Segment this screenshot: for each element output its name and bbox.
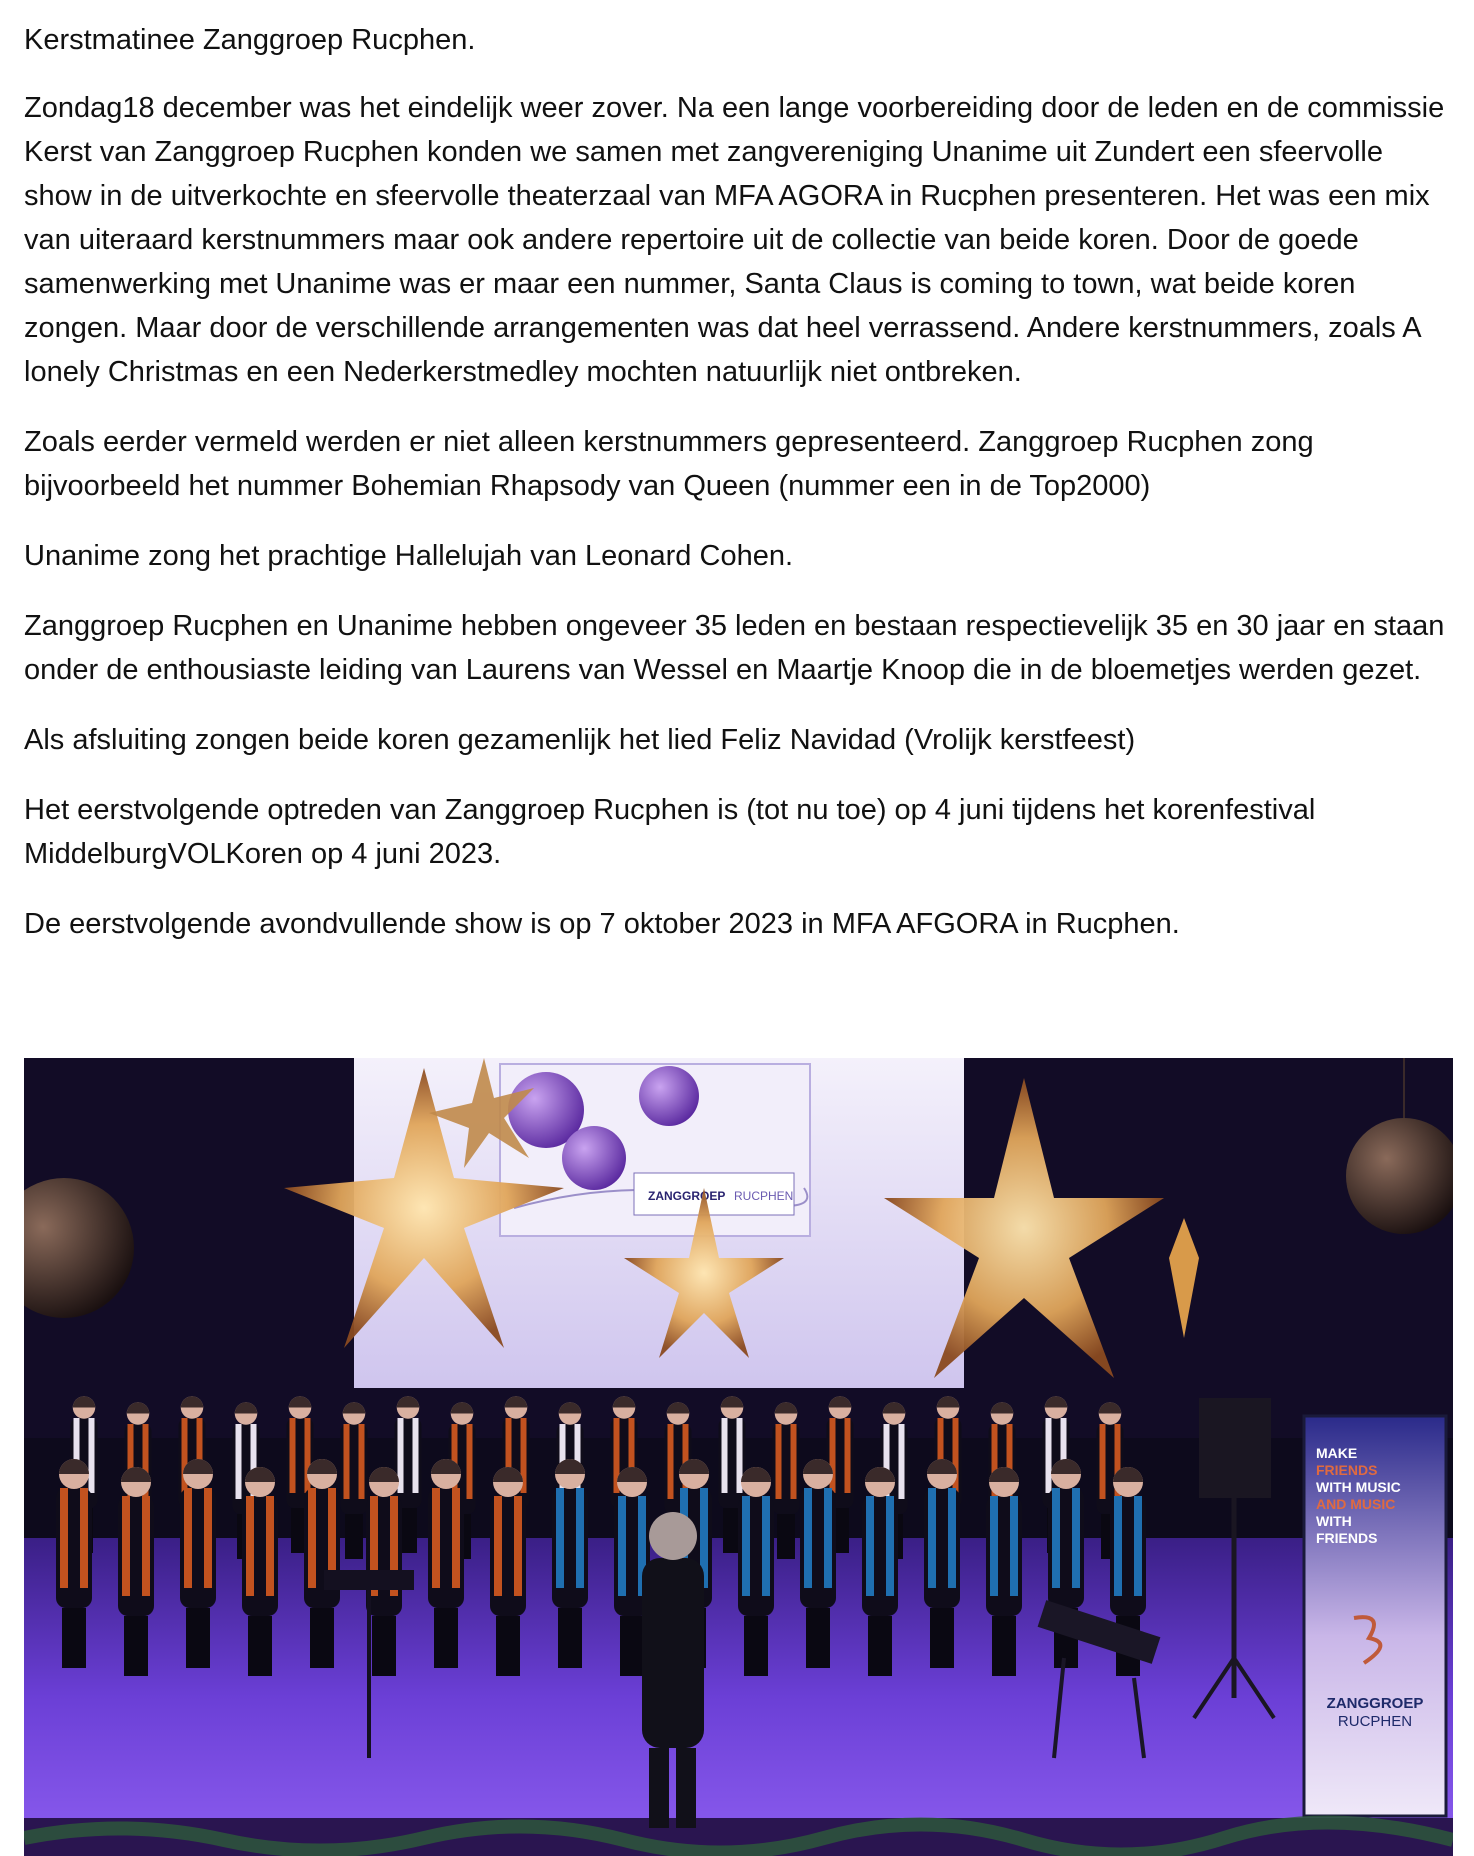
article-title: Kerstmatinee Zanggroep Rucphen. — [24, 24, 476, 56]
article-paragraph: Zondag18 december was het eindelijk weer zover. Na een lange voorbereiding door de leden en de commissie Kerst van Zanggroep Rucphen konden we samen met zangvereniging Unanime uit Zundert een sfeervolle show in de uitverkochte en sfeervolle theaterzaal van MFA AGORA in Rucphen presenteren. Het was een mix van uiteraard kerstnummers maar ook andere repertoire uit de collectie van beide koren. Door de goede samenwerking met Unanime was er maar een nummer, Santa Claus is coming to town, wat beide koren zongen. Maar door de verschillende arrangementen was dat heel verrassend. Andere kerstnummers, zoals A lonely Christmas en een Nederkerstmedley mochten natuurlijk niet ontbreken. — [24, 92, 1445, 388]
article-paragraph: Als afsluiting zongen beide koren gezamenlijk het lied Feliz Navidad (Vrolijk kerstfeest) — [24, 724, 1136, 756]
banner-slogan-line: WITH — [1316, 1513, 1352, 1529]
article-paragraph: De eerstvolgende avondvullende show is op 7 oktober 2023 in MFA AFGORA in Rucphen. — [24, 908, 1180, 940]
banner-slogan-line: MAKE — [1316, 1445, 1358, 1461]
banner-slogan-line: FRIENDS — [1316, 1462, 1378, 1478]
screen-logo-left: ZANGGROEP — [648, 1189, 726, 1203]
banner-slogan-line: WITH MUSIC — [1316, 1479, 1401, 1495]
banner-brand: RUCPHEN — [1337, 1713, 1413, 1730]
banner-slogan-line: FRIENDS — [1316, 1530, 1378, 1546]
article-paragraph: Unanime zong het prachtige Hallelujah van Leonard Cohen. — [24, 540, 794, 572]
article-paragraph: Het eerstvolgende optreden van Zanggroep Rucphen is (tot nu toe) op 4 juni tijdens het korenfestival MiddelburgVOLKoren op 4 juni 2023. — [24, 794, 1316, 870]
banner-slogan-line: AND MUSIC — [1316, 1496, 1396, 1512]
screen-logo-right: RUCPHEN — [734, 1189, 794, 1203]
article-text — [24, 18, 1454, 972]
banner-brand: ZANGGROEP — [1326, 1695, 1424, 1712]
article-paragraph: Zoals eerder vermeld werden er niet alleen kerstnummers gepresenteerd. Zanggroep Rucphen zong bijvoorbeeld het nummer Bohemian Rhapsody van Queen (nummer een in de Top2000) — [24, 426, 1314, 502]
roll-up-banner — [1304, 1416, 1446, 1816]
concert-photo — [24, 1058, 1453, 1856]
article-paragraph: Zanggroep Rucphen en Unanime hebben ongeveer 35 leden en bestaan respectievelijk 35 en 30 jaar en staan onder de enthousiaste leiding van Laurens van Wessel en Maartje Knoop die in de bloemetjes werden gezet. — [24, 610, 1445, 686]
